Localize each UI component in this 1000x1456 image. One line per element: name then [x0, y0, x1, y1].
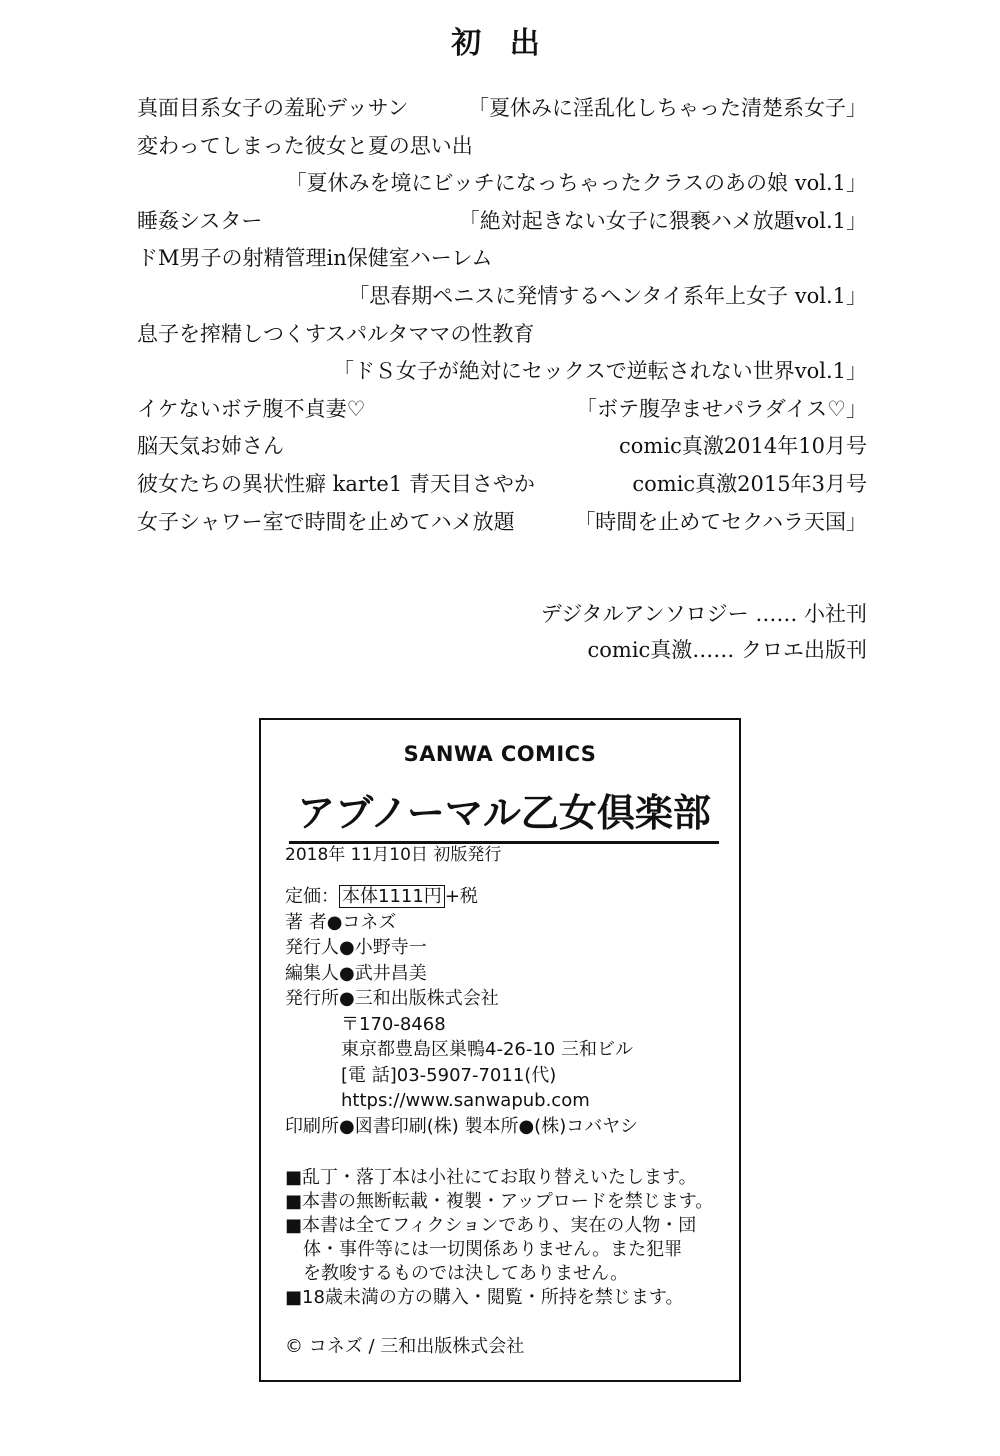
story-title: 彼女たちの異状性癖 karte1 青天目さやか: [137, 471, 535, 496]
address: 東京都豊島区巣鴨4-26-10 三和ビル: [341, 1039, 633, 1060]
phone-number: [電 話]03-5907-7011(代): [341, 1064, 557, 1086]
notice-line: ■18歳未満の方の購入・閲覧・所持を禁じます。: [285, 1287, 684, 1308]
editor-line: 編集人●武井昌美: [285, 962, 427, 984]
story-source: 「時間を止めてセクハラ天国」: [574, 509, 867, 534]
story-title: イケないボテ腹不貞妻♡: [137, 396, 366, 421]
story-source: 「夏休みに淫乱化しちゃった清楚系女子」: [468, 96, 867, 120]
printing-line: 印刷所●図書印刷(株) 製本所●(株)コバヤシ: [285, 1115, 639, 1137]
list-item: [137, 278, 867, 316]
publishing-house-line: 発行所●三和出版株式会社: [285, 988, 499, 1009]
story-source: 「ボテ腹孕ませパラダイス♡」: [576, 396, 867, 421]
website-url: https://www.sanwapub.com: [341, 1090, 590, 1111]
copyright-line: © コネズ / 三和出版株式会社: [285, 1336, 525, 1357]
notice-line: ■乱丁・落丁本は小社にてお取り替えいたします。: [285, 1167, 697, 1188]
first-appearance-list: [137, 90, 867, 541]
list-item: [137, 391, 867, 429]
notice-line: 体・事件等には一切関係ありません。また犯罪: [303, 1239, 683, 1260]
story-title: ドM男子の射精管理in保健室ハーレム: [137, 246, 493, 271]
story-title: 息子を搾精しつくすスパルタママの性教育: [137, 321, 535, 346]
author-line: 著 者●コネズ: [285, 911, 397, 933]
notice-line: ■本書の無断転載・複製・アップロードを禁じます。: [285, 1191, 714, 1212]
story-source: 「ドＳ女子が絶対にセックスで逆転されない世界vol.1」: [332, 359, 867, 384]
notice-line: を教唆するものでは決してありません。: [303, 1263, 629, 1284]
price-tax: +税: [444, 886, 478, 907]
publisher-notes: [541, 596, 867, 668]
colophon-box: [259, 718, 741, 1382]
list-item: [137, 203, 867, 241]
list-item: [137, 353, 867, 391]
story-source: comic真激2014年10月号: [619, 434, 867, 459]
list-item: [137, 240, 867, 278]
price-value: 本体1111円: [339, 885, 445, 908]
list-item: [137, 316, 867, 354]
book-title: アブノーマル乙女倶楽部: [289, 782, 719, 844]
publisher-note: デジタルアンソロジー …… 小社刊: [540, 602, 867, 626]
list-item: [137, 128, 867, 166]
postal-code: 〒170-8468: [341, 1013, 446, 1035]
colophon-info: [285, 884, 638, 1139]
price-line: [285, 884, 638, 910]
story-source: 「絶対起きない女子に猥褻ハメ放題vol.1」: [458, 208, 867, 233]
notices: [285, 1166, 713, 1310]
notice-line: ■本書は全てフィクションであり、実在の人物・団: [285, 1215, 697, 1236]
list-item: [137, 504, 867, 542]
story-title: 真面目系女子の羞恥デッサン: [137, 96, 409, 120]
list-item: [137, 428, 867, 466]
story-title: 睡姦シスター: [137, 208, 263, 233]
story-source: 「夏休みを境にビッチになっちゃったクラスのあの娘 vol.1」: [285, 171, 867, 196]
list-item: [137, 165, 867, 203]
publisher-note: comic真激…… クロエ出版刊: [587, 638, 867, 662]
story-title: 変わってしまった彼女と夏の思い出: [137, 133, 473, 158]
price-label: 定価：: [285, 886, 339, 907]
list-item: [137, 466, 867, 504]
publication-date: 2018年 11月10日 初版発行: [285, 845, 502, 865]
page-heading: 初 出: [451, 26, 549, 61]
story-title: 脳天気お姉さん: [137, 434, 284, 459]
story-source: comic真激2015年3月号: [632, 471, 867, 496]
story-source: 「思春期ペニスに発情するヘンタイ系年上女子 vol.1」: [348, 283, 867, 308]
publisher-person-line: 発行人●小野寺一: [285, 937, 427, 958]
brand-label: SANWA COMICS: [403, 742, 597, 766]
story-title: 女子シャワー室で時間を止めてハメ放題: [137, 509, 515, 534]
list-item: [137, 90, 867, 128]
